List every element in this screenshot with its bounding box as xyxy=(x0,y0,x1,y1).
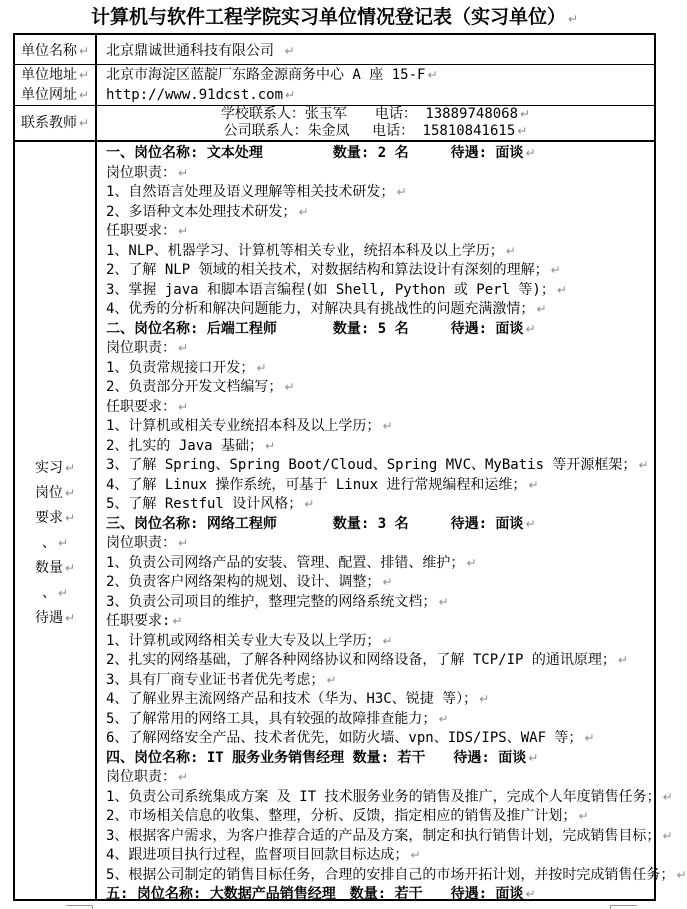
position-text-line-text: 三、岗位名称: 网络工程师 数量: 3 名 待遇: 面谈 xyxy=(106,515,524,532)
positions-label-char xyxy=(35,556,75,581)
registration-table xyxy=(13,33,687,902)
table-row xyxy=(15,64,654,105)
position-text-line-text: 1、负责公司网络产品的安装、管理、配置、排错、维护； xyxy=(106,554,465,571)
position-text-line xyxy=(106,495,687,515)
position-text-line xyxy=(106,222,687,242)
position-text-line-text: 任职要求： xyxy=(106,223,176,239)
positions-label-char-text: 实习 xyxy=(34,459,63,476)
paragraph-return-mark: ↵ xyxy=(298,204,309,219)
paragraph-return-mark: ↵ xyxy=(178,341,189,355)
paragraph-return-mark: ↵ xyxy=(525,516,536,531)
position-text-line-text: 3、根据客户需求，为客户推荐合适的产品及方案，制定和执行销售计划，完成销售目标； xyxy=(106,827,661,844)
page-title xyxy=(0,4,669,32)
position-text-line xyxy=(106,164,687,184)
position-text-line xyxy=(106,515,687,535)
paragraph-return-mark: ↵ xyxy=(578,809,589,823)
position-text-line xyxy=(106,437,687,457)
table-row xyxy=(15,35,654,64)
paragraph-return-mark: ↵ xyxy=(520,107,531,121)
position-text-line xyxy=(106,612,687,632)
paragraph-return-mark: ↵ xyxy=(662,828,673,843)
position-text-line xyxy=(106,417,687,437)
position-text-line xyxy=(106,281,687,301)
position-text-line xyxy=(106,203,687,223)
position-text-line xyxy=(106,846,687,866)
paragraph-return-mark: ↵ xyxy=(172,614,183,628)
paragraph-return-mark: ↵ xyxy=(326,672,337,687)
paragraph-return-mark: ↵ xyxy=(64,460,76,475)
paragraph-return-mark: ↵ xyxy=(525,146,536,160)
position-text-line xyxy=(106,339,687,359)
margin-mark-horizontal xyxy=(66,905,93,906)
position-text-line xyxy=(106,749,687,769)
position-text-line xyxy=(106,534,687,554)
positions-label-cell xyxy=(15,142,97,899)
positions-label-char-text: 、 xyxy=(41,584,56,601)
position-text-line-text: 1、计算机或网络相关专业大专及以上学历； xyxy=(106,632,381,649)
position-text-line-text: 4、跟进项目执行过程，监督项目回款目标达成； xyxy=(106,847,409,863)
position-text-line xyxy=(106,729,687,749)
position-text-line xyxy=(106,242,687,262)
contact-teacher-label-cell xyxy=(15,106,97,140)
paragraph-return-mark: ↵ xyxy=(410,848,421,862)
position-text-line xyxy=(106,827,687,847)
unit-address-label-text: 单位地址 xyxy=(20,67,77,83)
position-text-line-text: 4、了解 Linux 操作系统，可基于 Linux 进行常规编程和运维； xyxy=(106,476,527,493)
paragraph-return-mark: ↵ xyxy=(178,536,189,550)
unit-address-label-text: 单位网址 xyxy=(20,87,77,103)
position-text-line-text: 3、负责公司项目的维护，整理完整的网络系统文档； xyxy=(106,593,437,610)
paragraph-return-mark: ↵ xyxy=(536,302,547,316)
contact-line-text: 公司联系人：朱金凤 电话： 15810841615 xyxy=(223,123,516,139)
position-text-line-text: 2、负责部分开发文档编写； xyxy=(106,379,283,395)
unit-address-value-text: 北京市海淀区蓝靛厂东路金源商务中心 A 座 15-F xyxy=(106,67,426,83)
margin-mark-vertical xyxy=(610,905,611,909)
unit-name-label xyxy=(21,40,89,60)
paragraph-return-mark: ↵ xyxy=(64,485,76,500)
contact-line xyxy=(97,123,654,140)
paragraph-return-mark: ↵ xyxy=(525,887,536,901)
unit-name-value-text: 北京鼎诚世通科技有限公司 xyxy=(106,42,283,59)
unit-address-label-cell xyxy=(15,65,97,105)
paragraph-return-mark: ↵ xyxy=(285,88,296,102)
positions-label-char-text: 数量 xyxy=(34,559,63,576)
contact-teacher-label xyxy=(21,115,89,132)
unit-name-label-cell xyxy=(15,35,97,64)
positions-label-char-text: 岗位 xyxy=(34,484,63,501)
position-text-line-text: 一、岗位名称: 文本处理 数量: 2 名 待遇: 面谈 xyxy=(106,145,524,161)
paragraph-return-mark: ↵ xyxy=(178,224,189,238)
paragraph-return-mark: ↵ xyxy=(525,321,536,336)
position-text-line xyxy=(106,788,687,808)
position-text-line xyxy=(106,807,687,827)
position-text-line-text: 1、NLP、机器学习、计算机等相关专业，统招本科及以上学历； xyxy=(106,242,504,259)
position-text-line-text: 任职要求: xyxy=(106,613,171,629)
paragraph-return-mark: ↵ xyxy=(556,282,567,297)
position-text-line-text: 2、了解 NLP 领域的相关技术，对数据结构和算法设计有深刻的理解； xyxy=(106,262,549,278)
position-text-line-text: 5、根据公司制定的销售目标任务，合理的安排自己的市场开拓计划，并按时完成销售任务； xyxy=(106,866,675,883)
position-text-line-text: 1、自然语言处理及语义理解等相关技术研发； xyxy=(106,184,395,200)
contact-line xyxy=(97,106,654,123)
position-text-line-text: 3、了解 Spring、Spring Boot/Cloud、Spring MVC、MyBatis 等开源框架； xyxy=(106,457,637,473)
position-text-line xyxy=(106,651,687,671)
paragraph-return-mark: ↵ xyxy=(427,68,438,82)
position-text-line-text: 1、负责常规接口开发； xyxy=(106,359,255,376)
position-text-line xyxy=(106,690,687,710)
positions-label-char xyxy=(42,531,68,556)
position-text-line xyxy=(106,300,687,320)
positions-label-char-text: 待遇 xyxy=(34,609,63,626)
position-text-line-text: 5、了解常用的网络工具，具有较强的故障排查能力； xyxy=(106,710,437,727)
paragraph-return-mark: ↵ xyxy=(528,477,539,492)
position-text-line-text: 岗位职责： xyxy=(106,164,176,181)
paragraph-return-mark: ↵ xyxy=(438,594,449,609)
paragraph-return-mark: ↵ xyxy=(265,438,276,453)
paragraph-return-mark: ↵ xyxy=(178,165,189,180)
paragraph-return-mark: ↵ xyxy=(284,380,295,394)
position-text-line-text: 2、扎实的 Java 基础； xyxy=(106,437,264,454)
position-text-line xyxy=(106,144,687,164)
paragraph-return-mark: ↵ xyxy=(64,510,76,525)
position-text-line-text: 岗位职责： xyxy=(106,340,176,356)
paragraph-return-mark: ↵ xyxy=(550,263,561,277)
margin-mark-vertical xyxy=(92,905,93,909)
position-text-line xyxy=(106,476,687,496)
position-text-line xyxy=(106,710,687,730)
paragraph-return-mark: ↵ xyxy=(617,653,628,667)
paragraph-return-mark: ↵ xyxy=(584,731,595,745)
paragraph-return-mark: ↵ xyxy=(382,633,393,648)
positions-label-char xyxy=(35,606,75,631)
position-text-line-text: 任职要求： xyxy=(106,398,176,415)
position-text-line xyxy=(106,885,687,905)
table-row xyxy=(15,140,687,902)
positions-label-char-text: 、 xyxy=(41,534,56,551)
paragraph-return-mark: ↵ xyxy=(256,360,267,375)
paragraph-return-mark: ↵ xyxy=(178,399,189,414)
position-text-line-text: 4、优秀的分析和解决问题能力，对解决具有挑战性的问题充满激情； xyxy=(106,301,535,317)
position-text-line-text: 五: 岗位名称: 大数据产品销售经理 数量: 若干 待遇: 面谈 xyxy=(106,886,524,902)
position-text-line xyxy=(106,554,687,574)
position-text-line-text: 二、岗位名称: 后端工程师 数量: 5 名 待遇: 面谈 xyxy=(106,320,524,337)
position-text-line-text: 2、扎实的网络基础，了解各种网络协议和网络设备，了解 TCP/IP 的通讯原理； xyxy=(106,652,616,668)
positions-label-char xyxy=(42,581,68,606)
position-text-line-text: 2、负责客户网络架构的规划、设计、调整； xyxy=(106,574,381,590)
position-text-line-text: 3、掌握 java 和脚本语言编程(如 Shell, Python 或 Perl 等)； xyxy=(106,281,555,298)
paragraph-return-mark: ↵ xyxy=(78,43,90,58)
positions-label-char xyxy=(35,481,75,506)
position-text-line-text: 1、计算机或相关专业统招本科及以上学历； xyxy=(106,418,381,434)
position-text-line xyxy=(106,593,687,613)
contact-teacher-value-cell xyxy=(97,106,654,140)
unit-name-value xyxy=(106,40,654,60)
position-text-line xyxy=(106,573,687,593)
contact-teacher-label-text: 联系教师 xyxy=(20,114,77,131)
paragraph-return-mark: ↵ xyxy=(676,867,687,882)
paragraph-return-mark: ↵ xyxy=(382,575,393,589)
unit-address-label xyxy=(21,65,89,85)
unit-name-value-cell xyxy=(97,35,654,64)
margin-mark-horizontal xyxy=(610,905,637,906)
paragraph-return-mark: ↵ xyxy=(479,692,490,706)
paragraph-return-mark: ↵ xyxy=(284,43,295,58)
positions-content-cell xyxy=(97,142,687,902)
table-row xyxy=(15,105,654,140)
position-text-line-text: 3、具有厂商专业证书者优先考虑； xyxy=(106,671,325,688)
positions-label-char xyxy=(35,456,75,481)
position-text-line xyxy=(106,866,687,886)
paragraph-return-mark: ↵ xyxy=(567,12,579,26)
paragraph-return-mark: ↵ xyxy=(57,585,69,600)
paragraph-return-mark: ↵ xyxy=(57,535,69,550)
paragraph-return-mark: ↵ xyxy=(64,560,76,575)
position-text-line-text: 岗位职责： xyxy=(106,769,176,785)
paragraph-return-mark: ↵ xyxy=(64,610,76,625)
position-text-line xyxy=(106,632,687,652)
paragraph-return-mark: ↵ xyxy=(505,243,516,258)
positions-label-char xyxy=(35,506,75,531)
position-text-line xyxy=(106,378,687,398)
position-text-line-text: 2、市场相关信息的收集、整理，分析、反馈，指定相应的销售及推广计划； xyxy=(106,808,577,824)
unit-name-label-text: 单位名称 xyxy=(20,42,77,59)
unit-address-value xyxy=(106,85,654,105)
paragraph-return-mark: ↵ xyxy=(382,419,393,433)
position-text-line-text: 2、多语种文本处理技术研发； xyxy=(106,203,297,220)
position-text-line xyxy=(106,320,687,340)
position-text-line xyxy=(106,768,687,788)
position-text-line-text: 四、岗位名称: IT 服务业务销售经理 数量: 若干 待遇: 面谈 xyxy=(106,749,527,766)
position-text-line-text: 岗位职责： xyxy=(106,535,176,551)
paragraph-return-mark: ↵ xyxy=(78,88,90,102)
paragraph-return-mark: ↵ xyxy=(78,68,90,82)
contact-line-text: 学校联系人：张玉军 电话： 13889748068 xyxy=(220,106,519,122)
position-text-line xyxy=(106,183,687,203)
positions-label-char-text: 要求 xyxy=(34,509,63,526)
paragraph-return-mark: ↵ xyxy=(528,750,539,765)
position-text-line xyxy=(106,261,687,281)
paragraph-return-mark: ↵ xyxy=(662,789,673,804)
position-text-line-text: 5、了解 Restful 设计风格； xyxy=(106,496,303,512)
position-text-line xyxy=(106,671,687,691)
paragraph-return-mark: ↵ xyxy=(396,185,407,199)
paragraph-return-mark: ↵ xyxy=(466,555,477,570)
position-text-line-text: 4、了解业界主流网络产品和技术（华为、H3C、锐捷 等）； xyxy=(106,691,478,707)
unit-address-value-cell xyxy=(97,65,654,105)
unit-address-value xyxy=(106,65,654,85)
unit-address-value-text: http://www.91dcst.com xyxy=(106,87,284,103)
paragraph-return-mark: ↵ xyxy=(178,770,189,784)
paragraph-return-mark: ↵ xyxy=(638,458,649,472)
position-text-line-text: 6、了解网络安全产品、技术者优先，如防火墙、vpn、IDS/IPS、WAF 等； xyxy=(106,730,583,746)
paragraph-return-mark: ↵ xyxy=(304,497,315,511)
position-text-line-text: 1、负责公司系统集成方案 及 IT 技术服务业务的销售及推广，完成个人年度销售任务； xyxy=(106,788,661,805)
position-text-line xyxy=(106,359,687,379)
position-text-line xyxy=(106,398,687,418)
paragraph-return-mark: ↵ xyxy=(517,124,528,138)
paragraph-return-mark: ↵ xyxy=(78,115,90,130)
unit-address-label xyxy=(21,85,89,105)
position-text-line xyxy=(106,456,687,476)
paragraph-return-mark: ↵ xyxy=(438,711,449,726)
page-title-text: 计算机与软件工程学院实习单位情况登记表（实习单位） xyxy=(90,6,566,28)
